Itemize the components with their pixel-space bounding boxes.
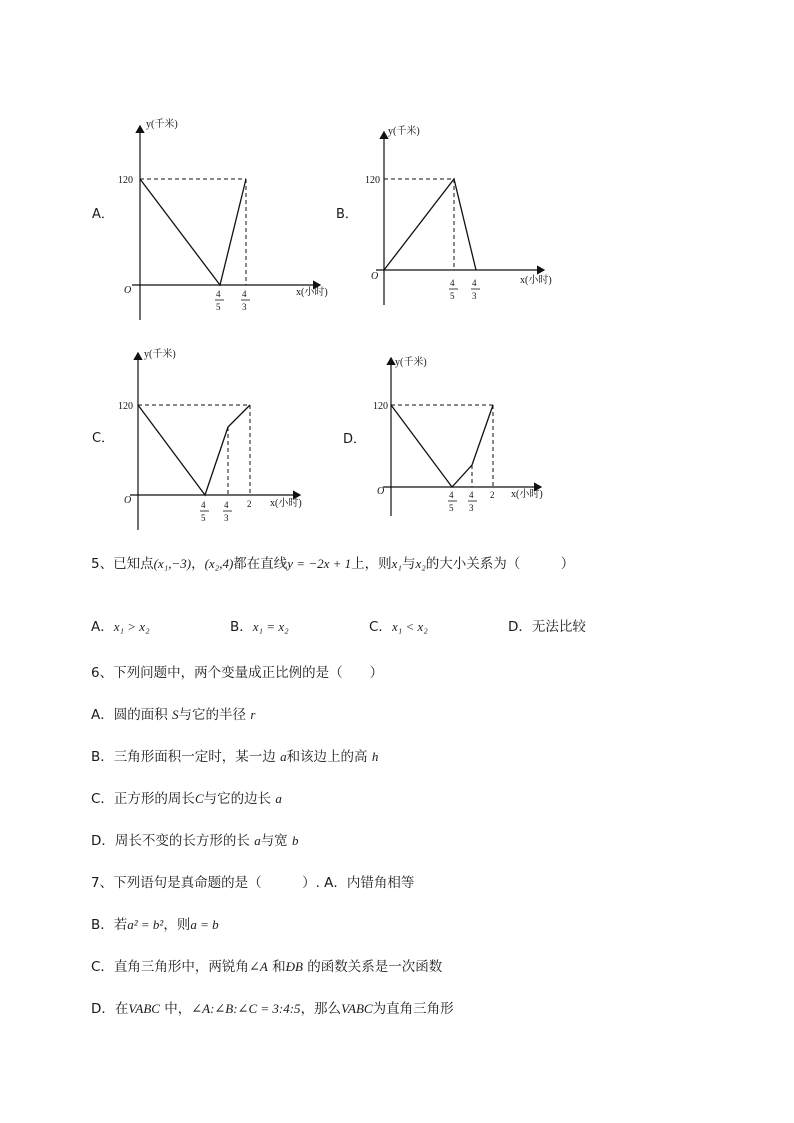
x-tick-den: 5 bbox=[450, 291, 455, 301]
x-tick-num: 4 bbox=[449, 490, 454, 500]
graph-option-b bbox=[330, 120, 560, 310]
q5-point-2: (x₂,4) bbox=[204, 556, 234, 571]
graph-c-svg bbox=[80, 345, 330, 535]
x-label: x(小时) bbox=[511, 489, 543, 500]
graph-line bbox=[140, 179, 246, 285]
x-tick-num: 4 bbox=[450, 278, 455, 288]
x-tick-num: 4 bbox=[242, 289, 247, 299]
x-tick-den: 5 bbox=[449, 503, 454, 513]
q7-option-d[interactable]: D．在VABC 中，∠A:∠B:∠C = 3:4:5，那么VABC为直角三角形 bbox=[91, 1001, 454, 1017]
graph-line bbox=[138, 405, 250, 495]
x-tick-num: 4 bbox=[469, 490, 474, 500]
origin-label: O bbox=[124, 495, 132, 506]
x-tick-den: 3 bbox=[469, 503, 474, 513]
x-tick-2: 2 bbox=[247, 499, 252, 509]
x-tick-num: 4 bbox=[201, 500, 206, 510]
x-tick-den: 3 bbox=[472, 291, 477, 301]
q7-option-c[interactable]: C．直角三角形中，两锐角∠A 和ÐB 的函数关系是一次函数 bbox=[91, 959, 443, 975]
x-tick-den: 5 bbox=[201, 513, 206, 523]
x-tick-num: 4 bbox=[224, 500, 229, 510]
graph-d-svg bbox=[335, 350, 565, 520]
q5-stem: 5、已知点(x₁,−3)，(x₂,4)都在直线y = −2x + 1上，则x₁与x₂的大小关系为（ ） bbox=[91, 556, 575, 572]
graph-b-svg bbox=[330, 120, 560, 310]
y-label: y(千米) bbox=[395, 357, 427, 368]
graph-option-d bbox=[335, 350, 565, 520]
y-label: y(千米) bbox=[144, 349, 176, 360]
q6-option-c[interactable]: C．正方形的周长C与它的边长 a bbox=[91, 791, 282, 807]
origin-label: O bbox=[377, 486, 385, 497]
origin-label: O bbox=[371, 271, 379, 282]
origin-label: O bbox=[124, 285, 132, 296]
x-label: x(小时) bbox=[296, 287, 328, 298]
q5-option-b[interactable]: B．x₁ = x₂ bbox=[230, 619, 289, 635]
x-tick-2: 2 bbox=[490, 490, 495, 500]
graph-a-svg bbox=[80, 110, 340, 325]
y-label: y(千米) bbox=[388, 126, 420, 137]
x-tick-num: 4 bbox=[216, 289, 221, 299]
x-label: x(小时) bbox=[520, 275, 552, 286]
q5-option-d[interactable]: D．无法比较 bbox=[508, 619, 586, 635]
q5-option-c[interactable]: C．x₁ < x₂ bbox=[369, 619, 428, 635]
q6-option-b[interactable]: B．三角形面积一定时，某一边 a和该边上的高 h bbox=[91, 749, 379, 765]
q7-stem: 7、下列语句是真命题的是（ ）. A．内错角相等 bbox=[91, 875, 415, 891]
q5-line-equation: y = −2x + 1 bbox=[287, 556, 352, 571]
graph-line bbox=[391, 405, 493, 487]
x-tick-num: 4 bbox=[472, 278, 477, 288]
graph-line bbox=[384, 179, 476, 270]
y-tick-120: 120 bbox=[118, 401, 133, 412]
graph-option-c bbox=[80, 345, 330, 535]
x-tick-den: 5 bbox=[216, 302, 221, 312]
x-label: x(小时) bbox=[270, 498, 302, 509]
q5-option-a[interactable]: A．x₁ > x₂ bbox=[91, 619, 150, 635]
x-tick-den: 3 bbox=[242, 302, 247, 312]
y-tick-120: 120 bbox=[118, 175, 133, 186]
q7-option-b[interactable]: B．若a² = b²，则a = b bbox=[91, 917, 219, 933]
q5-point-1: (x₁,−3) bbox=[153, 556, 192, 571]
y-tick-120: 120 bbox=[365, 175, 380, 186]
q6-option-d[interactable]: D．周长不变的长方形的长 a与宽 b bbox=[91, 833, 299, 849]
x-tick-den: 3 bbox=[224, 513, 229, 523]
graph-c-label: C． bbox=[92, 431, 115, 446]
graph-b-label: B． bbox=[336, 207, 358, 222]
y-tick-120: 120 bbox=[373, 401, 388, 412]
graph-d-label: D． bbox=[343, 432, 367, 447]
graph-a-label: A． bbox=[92, 207, 114, 222]
q6-stem: 6、下列问题中，两个变量成正比例的是（ ） bbox=[91, 665, 384, 681]
q6-option-a[interactable]: A．圆的面积 S与它的半径 r bbox=[91, 707, 256, 723]
graph-option-a bbox=[80, 110, 340, 325]
y-label: y(千米) bbox=[146, 119, 178, 130]
